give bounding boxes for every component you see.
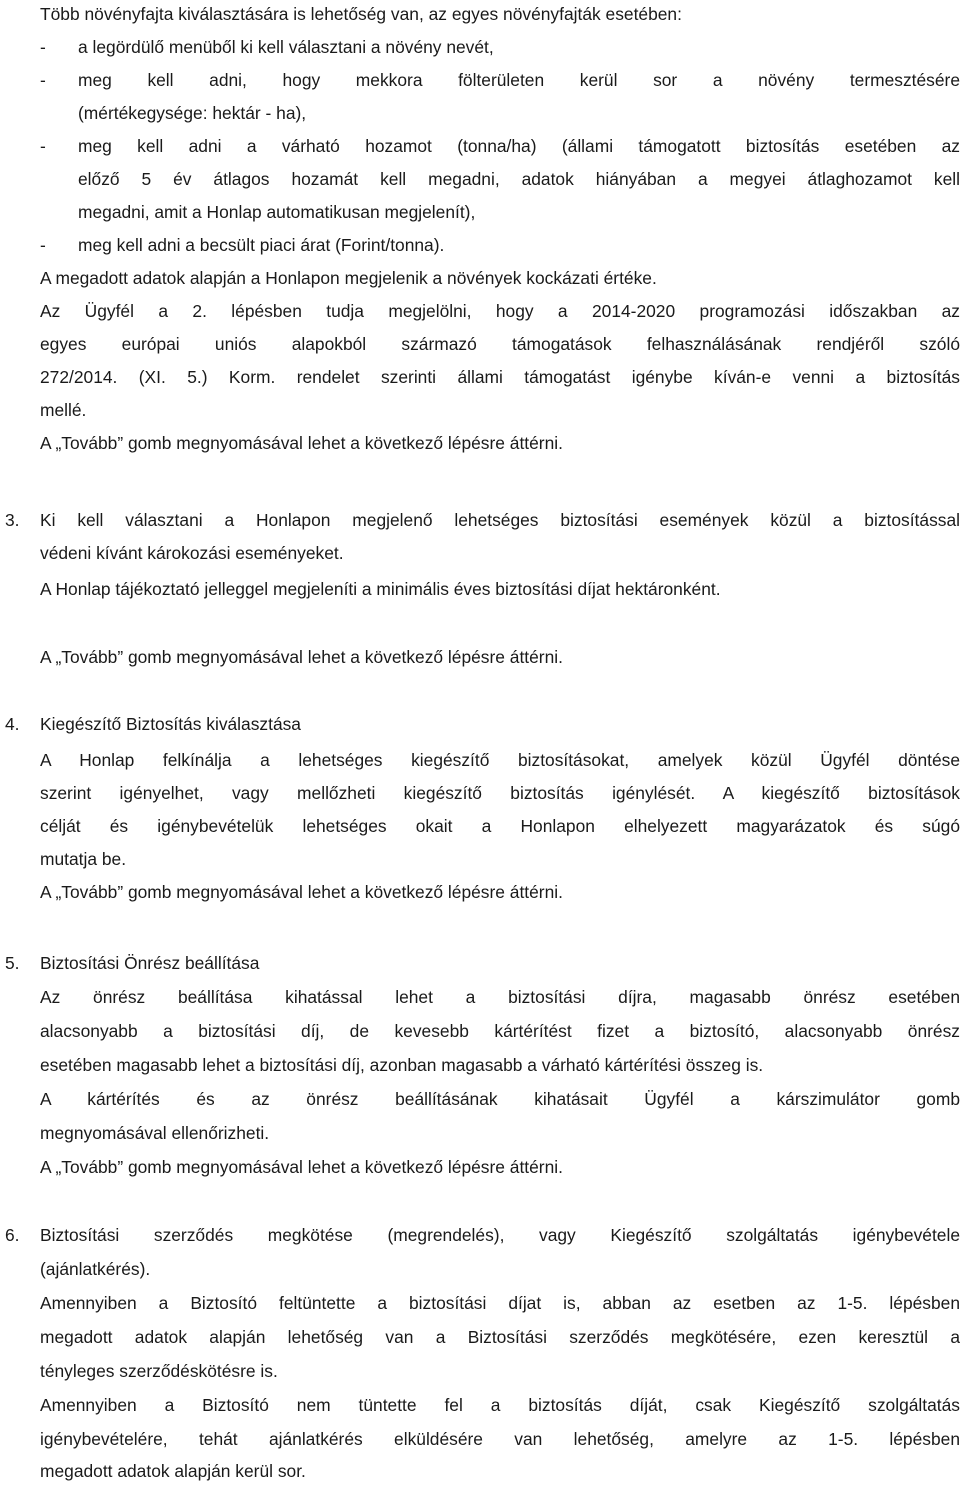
- section-line: Biztosítási szerződés megkötése (megrendelés), vagy Kiegészítő szolgáltatás igénybevétele: [40, 1225, 960, 1245]
- section-number: 5.: [5, 953, 20, 973]
- paragraph-line: A megadott adatok alapján a Honlapon megjelenik a növények kockázati értéke.: [40, 268, 657, 288]
- section-number: 4.: [5, 714, 20, 734]
- section-number: 6.: [5, 1225, 20, 1245]
- bullet-line: meg kell adni a várható hozamot (tonna/ha) (állami támogatott biztosítás esetében az: [78, 136, 960, 156]
- paragraph-line: egyes európai uniós alapokból származó támogatások felhasználásának rendjéről szóló: [40, 334, 960, 354]
- section-line: védeni kívánt károkozási eseményeket.: [40, 543, 344, 563]
- next-step-note: A „Tovább” gomb megnyomásával lehet a következő lépésre áttérni.: [40, 647, 563, 667]
- bullet-line: (mértékegysége: hektár - ha),: [78, 103, 307, 123]
- bullet-line: a legördülő menüből ki kell választani a növény nevét,: [78, 37, 494, 57]
- section-line: mutatja be.: [40, 849, 127, 869]
- section-line: alacsonyabb a biztosítási díj, de kevesebb kártérítést fizet a biztosító, alacsonyabb önrész: [40, 1021, 960, 1041]
- section-line: igénybevételére, tehát ajánlatkérés elküldésére van lehetőség, amelyre az 1-5. lépésben: [40, 1429, 960, 1449]
- section-heading: Kiegészítő Biztosítás kiválasztása: [40, 714, 301, 734]
- section-line: célját és igénybevételük lehetséges okait a Honlapon elhelyezett magyarázatok és súgó: [40, 816, 960, 836]
- next-step-note: A „Tovább” gomb megnyomásával lehet a következő lépésre áttérni.: [40, 882, 563, 902]
- paragraph-line: mellé.: [40, 400, 87, 420]
- section-heading: Biztosítási Önrész beállítása: [40, 953, 260, 973]
- next-step-note: A „Tovább” gomb megnyomásával lehet a következő lépésre áttérni.: [40, 433, 563, 453]
- bullet-line: meg kell adni a becsült piaci árat (Forint/tonna).: [78, 235, 445, 255]
- intro-line: Több növényfajta kiválasztására is lehetőség van, az egyes növényfajták esetében:: [40, 4, 682, 24]
- section-line: megadott adatok alapján kerül sor.: [40, 1461, 306, 1481]
- paragraph-line: 272/2014. (XI. 5.) Korm. rendelet szerinti állami támogatást igénybe kíván-e venni a biztosítás: [40, 367, 960, 387]
- section-line: A Honlap felkínálja a lehetséges kiegészítő biztosításokat, amelyek közül Ügyfél döntése: [40, 750, 960, 770]
- section-line: (ajánlatkérés).: [40, 1259, 151, 1279]
- bullet-line: előző 5 év átlagos hozamát kell megadni, adatok hiányában a megyei átlaghozamot kell: [78, 169, 960, 189]
- bullet-line: meg kell adni, hogy mekkora fölterületen kerül sor a növény termesztésére: [78, 70, 960, 90]
- bullet-dash: -: [40, 136, 46, 156]
- section-line: Amennyiben a Biztosító feltüntette a biztosítási díjat is, abban az esetben az 1-5. lépésben: [40, 1293, 960, 1313]
- bullet-dash: -: [40, 37, 46, 57]
- section-line: megnyomásával ellenőrizheti.: [40, 1123, 270, 1143]
- section-line: tényleges szerződéskötésre is.: [40, 1361, 278, 1381]
- section-line: szerint igényelhet, vagy mellőzheti kiegészítő biztosítás igénylését. A kiegészítő biztosítások: [40, 783, 960, 803]
- next-step-note: A „Tovább” gomb megnyomásával lehet a következő lépésre áttérni.: [40, 1157, 563, 1177]
- section-line: A kártérítés és az önrész beállításának kihatásait Ügyfél a kárszimulátor gomb: [40, 1089, 960, 1109]
- section-line: megadott adatok alapján lehetőség van a Biztosítási szerződés megkötésére, ezen keresztül a: [40, 1327, 960, 1347]
- bullet-dash: -: [40, 70, 46, 90]
- bullet-line: megadni, amit a Honlap automatikusan megjelenít),: [78, 202, 476, 222]
- bullet-dash: -: [40, 235, 46, 255]
- section-line: esetében magasabb lehet a biztosítási díj, azonban magasabb a várható kártérítési összeg is.: [40, 1055, 764, 1075]
- section-line: Az önrész beállítása kihatással lehet a biztosítási díjra, magasabb önrész esetében: [40, 987, 960, 1007]
- section-line: Amennyiben a Biztosító nem tüntette fel a biztosítás díját, csak Kiegészítő szolgáltatás: [40, 1395, 960, 1415]
- section-line: Ki kell választani a Honlapon megjelenő lehetséges biztosítási események közül a biztosítással: [40, 510, 960, 530]
- section-line: A Honlap tájékoztató jelleggel megjeleníti a minimális éves biztosítási díjat hektáronként.: [40, 579, 721, 599]
- paragraph-line: Az Ügyfél a 2. lépésben tudja megjelölni, hogy a 2014-2020 programozási időszakban az: [40, 301, 960, 321]
- section-number: 3.: [5, 510, 20, 530]
